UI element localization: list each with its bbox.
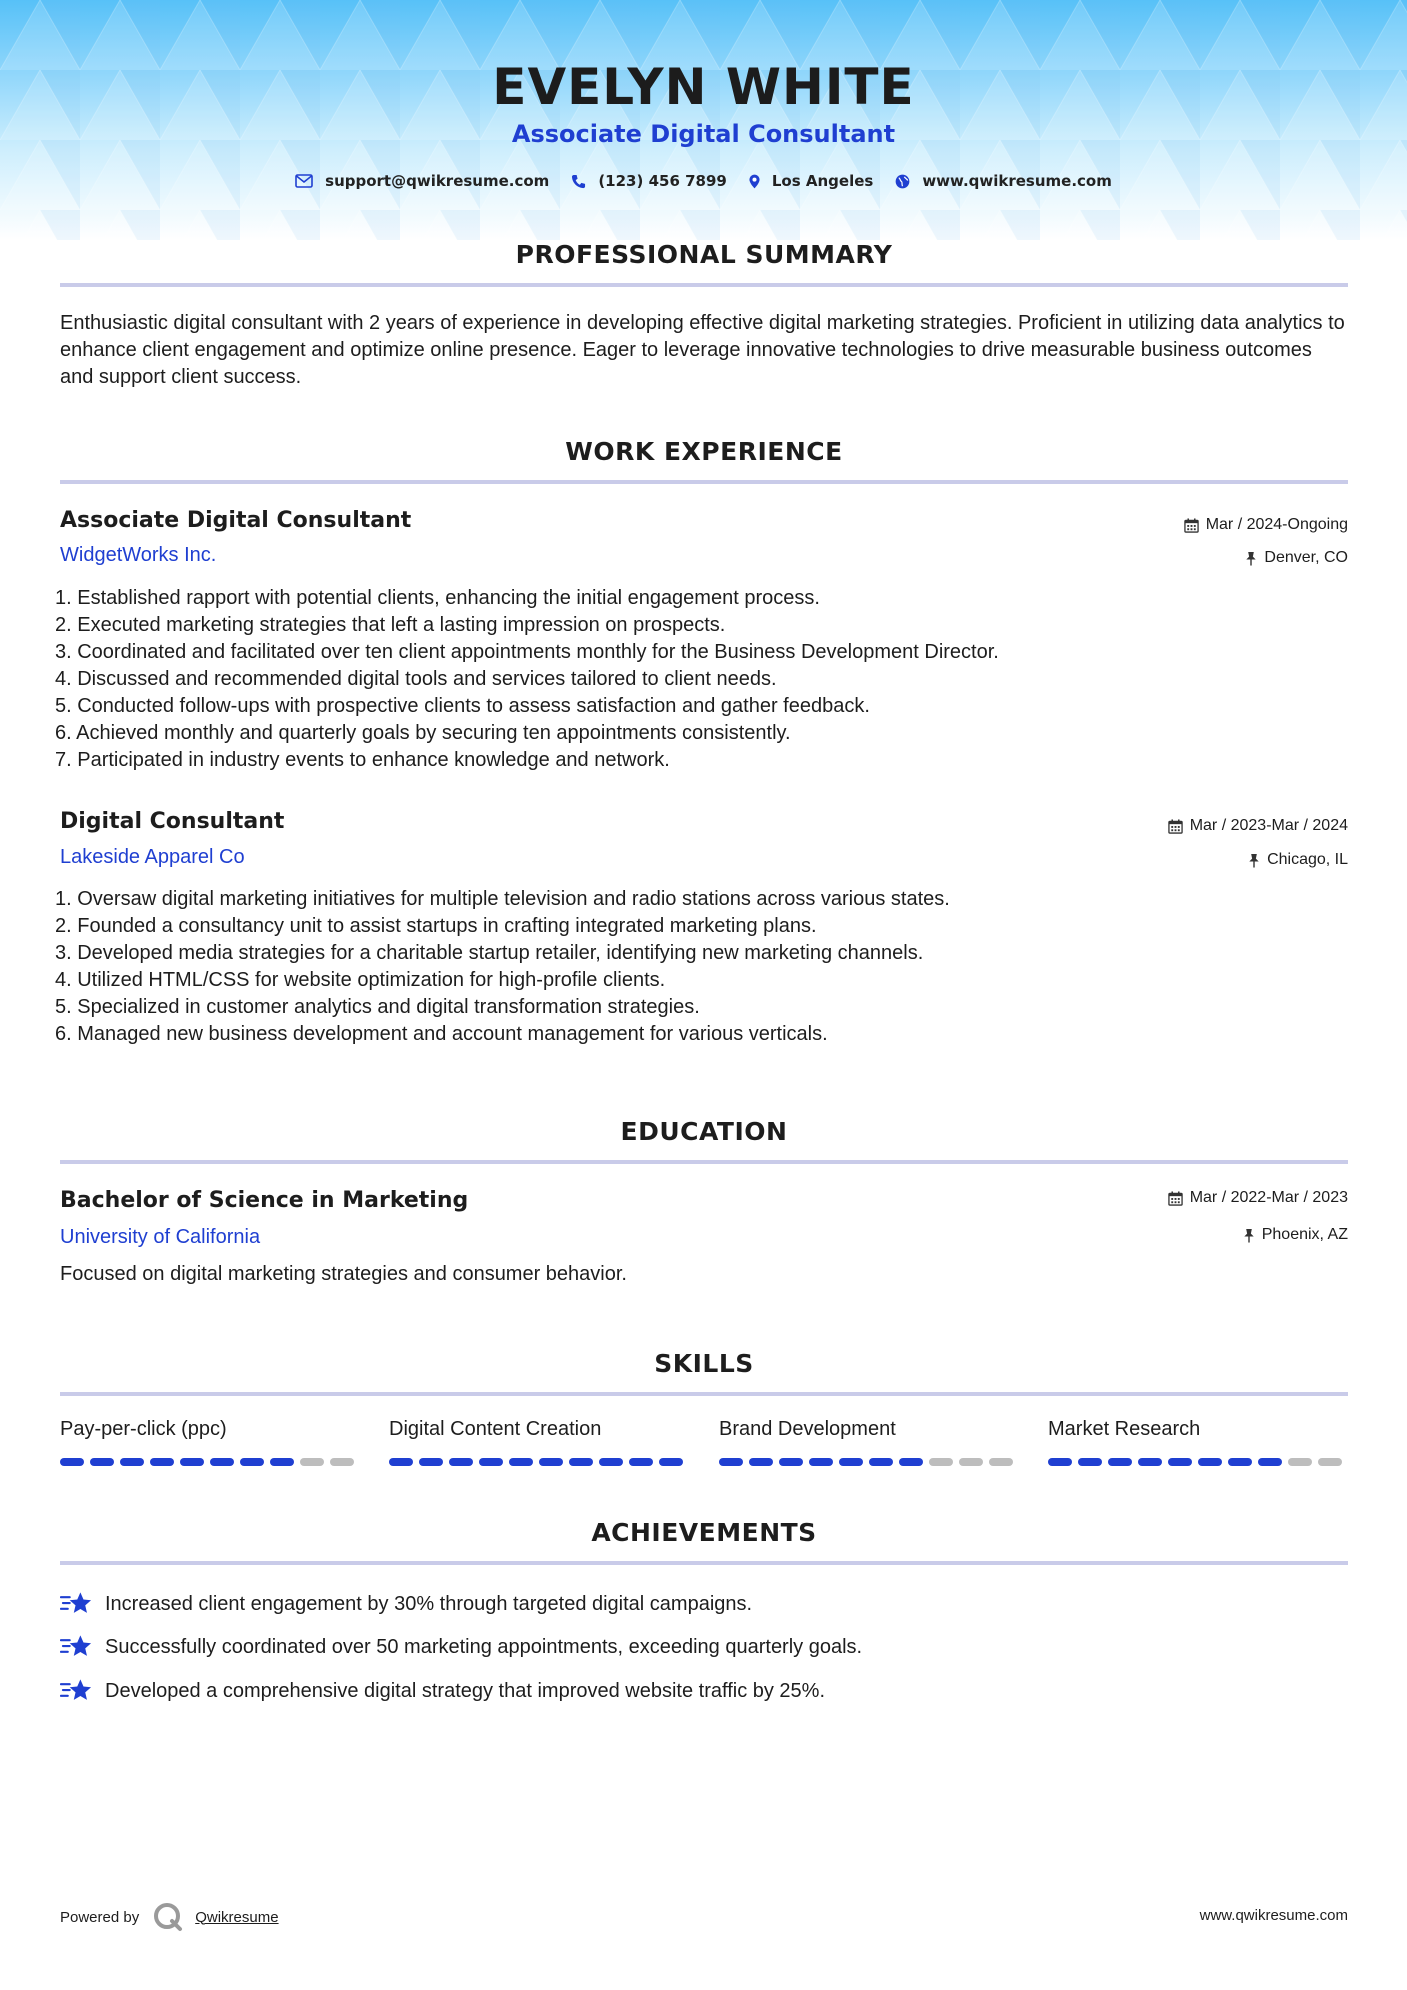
skill-segment-empty (1318, 1458, 1342, 1466)
pushpin-icon (1245, 551, 1257, 566)
skill-segment-filled (240, 1458, 264, 1466)
skill-segment-filled (779, 1458, 803, 1466)
degree-title: Bachelor of Science in Marketing (60, 1188, 469, 1213)
skill-item (389, 1418, 689, 1466)
skill-segment-filled (539, 1458, 563, 1466)
job-company: WidgetWorks Inc. (60, 544, 217, 566)
skill-segment-empty (929, 1458, 953, 1466)
job-company: Lakeside Apparel Co (60, 846, 245, 868)
skill-segment-filled (1138, 1458, 1162, 1466)
list-item: 5. Conducted follow-ups with prospective clients to assess satisfaction and gather feedback. (55, 695, 870, 717)
education-location-text: Phoenix, AZ (1261, 1226, 1348, 1243)
section-title-summary: PROFESSIONAL SUMMARY (515, 240, 893, 269)
globe-icon (895, 174, 910, 189)
skill-segment-filled (60, 1458, 84, 1466)
skill-name: Brand Development (719, 1418, 896, 1440)
job-dates (1184, 516, 1348, 534)
job-bullets (55, 585, 1345, 774)
contact-location[interactable] (749, 172, 873, 190)
skill-segment-filled (449, 1458, 473, 1466)
education-dates (1168, 1189, 1348, 1207)
skill-segment-filled (749, 1458, 773, 1466)
section-divider (60, 283, 1348, 287)
job-dates (1168, 817, 1348, 835)
skill-level-bar (719, 1458, 1019, 1466)
list-item: 3. Developed media strategies for a charitable startup retailer, identifying new marketing channels. (55, 942, 924, 964)
contact-row (0, 172, 1407, 190)
powered-by-label: Powered by (60, 1908, 140, 1926)
envelope-icon (295, 174, 313, 188)
skill-segment-filled (270, 1458, 294, 1466)
skill-level-bar (60, 1458, 360, 1466)
skill-segment-empty (989, 1458, 1013, 1466)
job-location (1248, 851, 1348, 869)
skill-segment-filled (659, 1458, 683, 1466)
contact-phone[interactable] (571, 172, 727, 190)
footer-powered-by (60, 1902, 279, 1932)
contact-website-text: www.qwikresume.com (922, 172, 1112, 190)
candidate-name: EVELYN WHITE (492, 58, 915, 116)
section-divider (60, 480, 1348, 484)
skill-level-bar (1048, 1458, 1348, 1466)
list-item: 1. Established rapport with potential clients, enhancing the initial engagement process. (55, 587, 820, 609)
job-location-text: Chicago, IL (1267, 851, 1348, 868)
list-item: 7. Participated in industry events to enhance knowledge and network. (55, 749, 670, 771)
job-dates-text: Mar / 2024-Ongoing (1205, 516, 1348, 533)
job-location (1245, 549, 1348, 567)
job-title: Associate Digital Consultant (60, 508, 412, 533)
section-title-education: EDUCATION (620, 1117, 788, 1146)
calendar-icon (1184, 518, 1199, 533)
skill-segment-filled (90, 1458, 114, 1466)
section-title-achievements: ACHIEVEMENTS (591, 1518, 817, 1547)
contact-website[interactable] (895, 172, 1112, 190)
job-location-text: Denver, CO (1264, 549, 1348, 566)
list-item: 1. Oversaw digital marketing initiatives for multiple television and radio stations across various states. (55, 888, 950, 910)
footer-website[interactable]: www.qwikresume.com (1199, 1907, 1348, 1924)
achievement-item (60, 1677, 825, 1705)
section-divider (60, 1160, 1348, 1164)
education-description: Focused on digital marketing strategies and consumer behavior. (60, 1263, 627, 1285)
skill-segment-filled (120, 1458, 144, 1466)
section-title-work: WORK EXPERIENCE (565, 437, 843, 466)
skill-segment-empty (1288, 1458, 1312, 1466)
skill-segment-filled (839, 1458, 863, 1466)
skill-segment-filled (629, 1458, 653, 1466)
skill-segment-filled (1228, 1458, 1252, 1466)
calendar-icon (1168, 1191, 1183, 1206)
shooting-star-icon (60, 1677, 93, 1705)
pushpin-icon (1248, 853, 1260, 868)
skill-name: Pay-per-click (ppc) (60, 1418, 227, 1440)
list-item: 5. Specialized in customer analytics and digital transformation strategies. (55, 996, 700, 1018)
skill-segment-filled (1258, 1458, 1282, 1466)
skill-segment-filled (1198, 1458, 1222, 1466)
skill-item (1048, 1418, 1348, 1466)
skill-name: Market Research (1048, 1418, 1201, 1440)
phone-icon (571, 174, 586, 189)
school-name: University of California (60, 1226, 261, 1248)
skill-segment-filled (1048, 1458, 1072, 1466)
skill-segment-empty (959, 1458, 983, 1466)
achievement-item (60, 1633, 862, 1661)
skill-segment-filled (869, 1458, 893, 1466)
education-location (1243, 1226, 1348, 1244)
skill-segment-filled (180, 1458, 204, 1466)
contact-email[interactable] (295, 172, 549, 190)
skill-segment-filled (479, 1458, 503, 1466)
skill-segment-filled (569, 1458, 593, 1466)
skill-item (719, 1418, 1019, 1466)
qwikresume-link[interactable]: Qwikresume (195, 1908, 279, 1926)
qwikresume-logo-icon (153, 1902, 183, 1932)
skill-segment-filled (809, 1458, 833, 1466)
calendar-icon (1168, 819, 1183, 834)
education-dates-text: Mar / 2022-Mar / 2023 (1189, 1189, 1348, 1206)
list-item: 2. Executed marketing strategies that left a lasting impression on prospects. (55, 614, 726, 636)
skill-segment-filled (899, 1458, 923, 1466)
list-item: 3. Coordinated and facilitated over ten client appointments monthly for the Business Development Director. (55, 641, 999, 663)
skill-segment-filled (1078, 1458, 1102, 1466)
section-divider (60, 1392, 1348, 1396)
skill-segment-filled (719, 1458, 743, 1466)
skill-segment-filled (389, 1458, 413, 1466)
achievement-item (60, 1590, 752, 1618)
candidate-role: Associate Digital Consultant (511, 120, 896, 148)
achievement-text: Successfully coordinated over 50 marketing appointments, exceeding quarterly goals. (105, 1635, 863, 1658)
skill-segment-filled (599, 1458, 623, 1466)
shooting-star-icon (60, 1633, 93, 1661)
achievement-text: Developed a comprehensive digital strategy that improved website traffic by 25%. (105, 1679, 826, 1702)
skill-level-bar (389, 1458, 689, 1466)
achievement-text: Increased client engagement by 30% through targeted digital campaigns. (105, 1592, 753, 1615)
list-item: 4. Utilized HTML/CSS for website optimization for high-profile clients. (55, 969, 666, 991)
section-divider (60, 1561, 1348, 1565)
list-item: 4. Discussed and recommended digital tools and services tailored to client needs. (55, 668, 777, 690)
list-item: 6. Achieved monthly and quarterly goals by securing ten appointments consistently. (55, 722, 791, 744)
skill-segment-filled (150, 1458, 174, 1466)
shooting-star-icon (60, 1590, 93, 1618)
skill-segment-filled (419, 1458, 443, 1466)
list-item: 2. Founded a consultancy unit to assist startups in crafting integrated marketing plans. (55, 915, 817, 937)
contact-phone-text: (123) 456 7899 (598, 172, 727, 190)
skill-name: Digital Content Creation (389, 1418, 602, 1440)
summary-text: Enthusiastic digital consultant with 2 years of experience in developing effective digital marketing strategies. Proficient in utilizing data analytics to enhance client engagement and optimize online presence. Eager to leverage innovative technologies to drive measurable business outcomes and support client success. (60, 312, 1345, 388)
skill-segment-empty (330, 1458, 354, 1466)
pushpin-icon (1243, 1228, 1255, 1243)
section-title-skills: SKILLS (654, 1349, 754, 1378)
skill-item (60, 1418, 360, 1466)
contact-location-text: Los Angeles (771, 172, 874, 190)
job-bullets (55, 886, 1345, 1048)
skill-segment-filled (509, 1458, 533, 1466)
map-pin-icon (749, 174, 760, 189)
job-title: Digital Consultant (60, 809, 285, 834)
list-item: 6. Managed new business development and account management for various verticals. (55, 1023, 828, 1045)
job-dates-text: Mar / 2023-Mar / 2024 (1189, 817, 1348, 834)
skill-segment-empty (300, 1458, 324, 1466)
skill-segment-filled (1108, 1458, 1132, 1466)
contact-email-text: support@qwikresume.com (325, 172, 550, 190)
resume-header (0, 0, 1407, 240)
skill-segment-filled (210, 1458, 234, 1466)
skill-segment-filled (1168, 1458, 1192, 1466)
